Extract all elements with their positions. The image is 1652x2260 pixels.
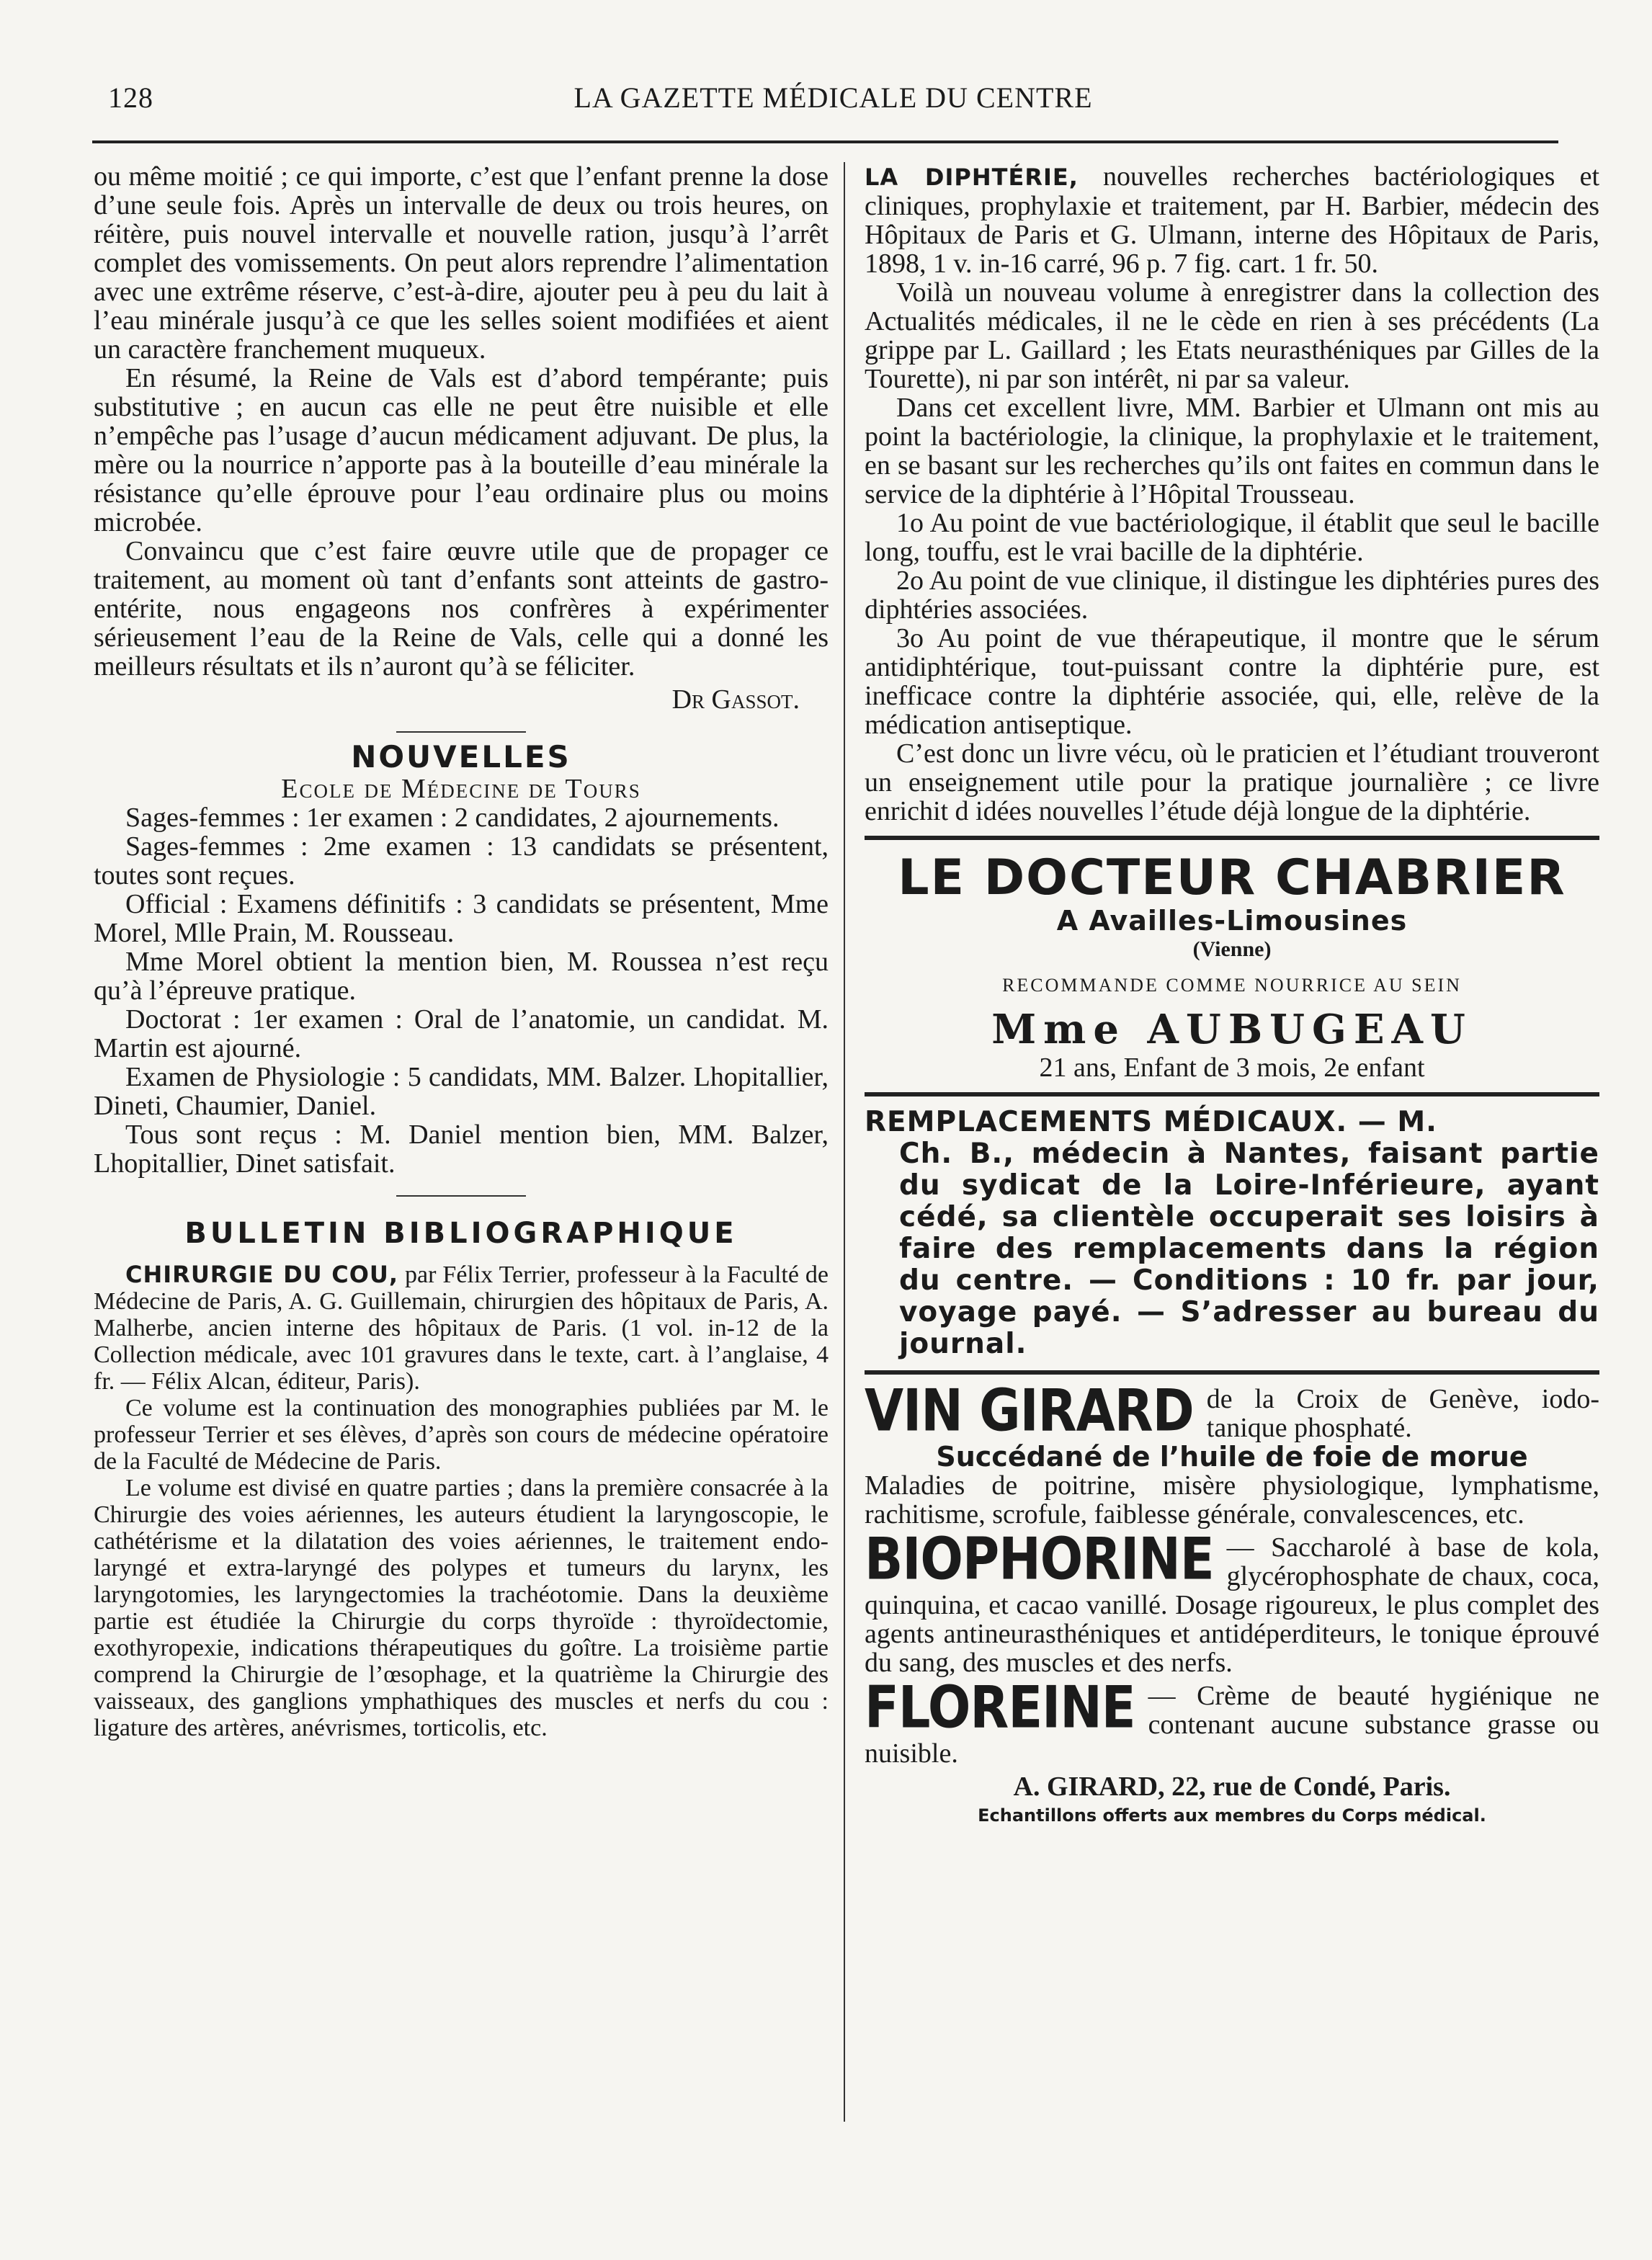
- girard-address: A. GIRARD, 22, rue de Condé, Paris.: [1013, 1772, 1451, 1802]
- chabrier-place: A Availles-Limousines: [1056, 905, 1408, 937]
- page-header: [108, 81, 1558, 124]
- diphterie-ref: nouvelles recherches bactériologiques et cliniques, prophylaxie et traitement, par H. Barbier, médecin des Hôpitaux de Paris et G. Ulmann, interne des Hôpitaux de Paris, 1898, 1 v. in-16 carré, 96 p. 7 fig. cart. 1 fr. 50.: [865, 161, 1599, 279]
- bulletin-paragraph: Le volume est divisé en quatre parties ; dans la première consacrée à la Chirurgie des voies aériennes, les auteurs étudient la laryngoscopie, le cathétérisme et la dilatation des voies aériennes, le traitement endo-laryngé et extra-laryngé des polypes et tumeurs du larynx, les laryngotomies, les laryngectomies la trachéotomie. Dans la deuxième partie est étudiée la Chirurgie du corps thyroïde : thyroïdectomie, exothyropexie, indications thérapeutiques du goître. La troisième partie comprend la Chirurgie de l’œsophage, et la quatrième la Chirurgie des vaisseaux, des ganglions ymphathiques des muscles et nerfs du cou : ligature des artères, anévrismes, torticolis, etc.: [94, 1475, 829, 1741]
- author-signature: Dr Gassot.: [671, 684, 800, 715]
- news-item: Official : Examens définitifs : 3 candidats se présentent, Mme Morel, Mlle Prain, M. Rousseau.: [94, 889, 829, 948]
- chabrier-reco: RECOMMANDE COMME NOURRICE AU SEIN: [1002, 975, 1462, 996]
- remplacements-notice: [865, 1107, 1599, 1360]
- nouvelles-heading: NOUVELLES: [351, 739, 571, 774]
- bulletin-entry: [94, 1261, 829, 1395]
- vin-girard-desc: de la Croix de Genève, iodo-tanique phosphaté.: [1206, 1385, 1599, 1442]
- review-paragraph: C’est donc un livre vécu, où le praticien et l’étudiant trouveront un enseignement utile pour la pratique journalière ; ce livre enrichit d idées nouvelles l’étude déjà longue de la diphtérie.: [865, 738, 1599, 826]
- news-item: Doctorat : 1er examen : Oral de l’anatomie, un candidat. M. Martin est ajourné.: [94, 1004, 829, 1063]
- ad-rule: [865, 1370, 1599, 1375]
- intro-paragraph: ou même moitié ; ce qui importe, c’est que l’enfant prenne la dose d’une seule fois. Après un intervalle de deux ou trois heures, on réitère, puis nouvel intervalle et nouvelle ration, jusqu’à l’arrêt complet des vomissements. On peut alors reprendre l’alimentation avec une extrême réserve, c’est-à-dire, ajouter peu à peu du lait à l’eau minérale jusqu’à ce que les selles soient modifiées et aient un caractère franchement muqueux.: [94, 161, 829, 365]
- vin-girard-name: VIN GIRARD: [865, 1385, 1194, 1442]
- news-item: Sages-femmes : 1er examen : 2 candidates, 2 ajournements.: [125, 803, 780, 833]
- biophorine-name: BIOPHORINE: [865, 1533, 1214, 1594]
- column-divider: [844, 162, 845, 2122]
- news-item: Tous sont reçus : M. Daniel mention bien, MM. Balzer, Lhopitallier, Dinet satisfait.: [94, 1120, 829, 1179]
- review-paragraph: 1o Au point de vue bactériologique, il établit que seul le bacille long, touffu, est le vrai bacille de la diphtérie.: [865, 508, 1599, 567]
- nurse-details: 21 ans, Enfant de 3 mois, 2e enfant: [1039, 1053, 1425, 1083]
- ad-rule: [865, 836, 1599, 840]
- biophorine-desc: — Saccharolé à base de kola, glycérophosphate de chaux, coca, quinquina, et cacao vanillé. Dosage rigoureux, le plus complet des agents antineurasthéniques et antidéperditeurs, le tonique éprouvé du sang, des muscles et des nerfs.: [865, 1533, 1599, 1677]
- section-divider: [396, 731, 526, 733]
- diphterie-entry: [865, 162, 1599, 278]
- diphterie-title: LA DIPHTÉRIE,: [865, 164, 1079, 191]
- chabrier-name: LE DOCTEUR CHABRIER: [898, 849, 1566, 906]
- bulletin-entry-ref: par Félix Terrier, professeur à la Faculté de Médecine de Paris, A. G. Guillemain, chirurgien des hôpitaux de Paris, A. Malherbe, ancien interne des hôpitaux de Paris. (1 vol. in-12 de la Collection médicale, avec 101 gravures dans le texte, cart. à l’anglaise, 4 fr. — Félix Alcan, éditeur, Paris).: [94, 1261, 829, 1395]
- floreine-name: FLOREINE: [865, 1681, 1135, 1742]
- samples-note: Echantillons offerts aux membres du Corps médical.: [978, 1805, 1486, 1826]
- journal-title: LA GAZETTE MÉDICALE DU CENTRE: [573, 81, 1093, 114]
- vin-girard-block: [865, 1385, 1599, 1442]
- review-paragraph: Voilà un nouveau volume à enregistrer dans la collection des Actualités médicales, il ne le cède en rien à ses précédents (La grippe par L. Gaillard ; les Etats neurasthéniques par Gilles de la Tourette), ni par son intérêt, ni par sa valeur.: [865, 277, 1599, 394]
- news-item: Mme Morel obtient la mention bien, M. Roussea n’est reçu qu’à l’épreuve pratique.: [94, 947, 829, 1006]
- floreine-desc: — Crème de beauté hygiénique ne contenant aucune substance grasse ou nuisible.: [865, 1681, 1599, 1768]
- bulletin-heading: BULLETIN BIBLIOGRAPHIQUE: [184, 1217, 738, 1250]
- left-column: [94, 162, 829, 1741]
- floreine-block: [865, 1681, 1599, 1768]
- bulletin-paragraph: Ce volume est la continuation des monographies publiées par M. le professeur Terrier et ses élèves, d’après son cours de médecine opératoire de la Faculté de Médecine de Paris.: [94, 1395, 829, 1475]
- nurse-name: Mme AUBUGEAU: [991, 1006, 1473, 1053]
- review-paragraph: Dans cet excellent livre, MM. Barbier et Ulmann ont mis au point la bactériologie, la clinique, la prophylaxie et le traitement, en se basant sur les recherches qu’ils ont faites en commun dans le service de la diphtérie à l’Hôpital Trousseau.: [865, 393, 1599, 509]
- ad-rule: [865, 1092, 1599, 1096]
- vin-girard-subtitle: Succédané de l’huile de foie de morue: [936, 1441, 1528, 1473]
- intro-paragraph: En résumé, la Reine de Vals est d’abord tempérante; puis substitutive ; en aucun cas elle ne peut être nuisible et elle n’empêche pas l’usage d’aucun médicament adjuvant. De plus, la mère ou la nourrice n’apporte pas à la bouteille d’eau minérale la résistance qu’elle éprouve pour l’eau ordinaire plus ou moins microbée.: [94, 363, 829, 537]
- page-number: 128: [108, 81, 153, 114]
- news-item: Sages-femmes : 2me examen : 13 candidats se présentent, toutes sont reçues.: [94, 831, 829, 890]
- vin-girard-uses: Maladies de poitrine, misère physiologique, lymphatisme, rachitisme, scrofule, faiblesse générale, convalescences, etc.: [865, 1470, 1599, 1529]
- review-paragraph: 2o Au point de vue clinique, il distingue les diphtéries pures des diphtéries associées.: [865, 566, 1599, 625]
- news-item: Examen de Physiologie : 5 candidats, MM. Balzer. Lhopitallier, Dineti, Chaumier, Daniel.: [94, 1062, 829, 1121]
- review-paragraph: 3o Au point de vue thérapeutique, il montre que le sérum antidiphtérique, tout-puissant contre la diphtérie pure, est inefficace contre la diphtérie associée, qui, elle, relève de la médication antiseptique.: [865, 623, 1599, 740]
- remplacements-lead: REMPLACEMENTS MÉDICAUX. — M.: [865, 1106, 1437, 1138]
- chabrier-dept: (Vienne): [1192, 937, 1272, 961]
- intro-paragraph: Convaincu que c’est faire œuvre utile que de propager ce traitement, au moment où tant d’enfants sont atteints de gastro-entérite, nous engageons nos confrères à expérimenter sérieusement l’eau de la Reine de Vals, celle qui a donné les meilleurs résultats et ils n’auront qu’à se féliciter.: [94, 536, 829, 682]
- remplacements-text: Ch. B., médecin à Nantes, faisant partie du sydicat de la Loire-Inférieure, ayant cédé, sa clientèle occuperait ses loisirs à faire des remplacements dans la région du centre. — Conditions : 10 fr. par jour, voyage payé. — S’adresser au bureau du journal.: [899, 1138, 1599, 1360]
- nouvelles-subheading: Ecole de Médecine de Tours: [281, 774, 641, 804]
- header-rule: [92, 140, 1558, 143]
- right-column: [865, 162, 1599, 1830]
- chabrier-advertisement: [865, 850, 1599, 1082]
- biophorine-block: [865, 1533, 1599, 1677]
- section-divider: [396, 1195, 526, 1197]
- girard-advertisement: [865, 1385, 1599, 1830]
- bulletin-entry-title: CHIRURGIE DU COU,: [125, 1261, 399, 1288]
